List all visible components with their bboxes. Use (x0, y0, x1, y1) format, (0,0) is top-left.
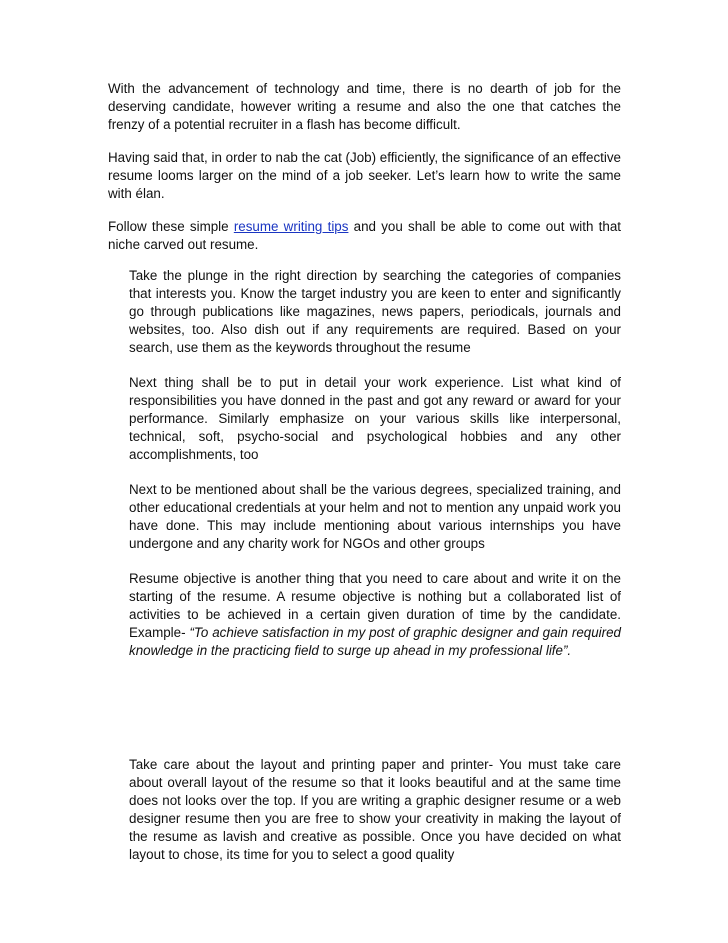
significance-paragraph: Having said that, in order to nab the cat (Job) efficiently, the significance of an effective resume looms larger on the mind of a job seeker. Let’s learn how to write the same with élan. (108, 150, 621, 201)
tips-intro-paragraph (108, 218, 621, 254)
tips-intro-text-after: and you shall be able to come out with that niche carved out resume. (108, 219, 621, 252)
tips-intro-text-before: Follow these simple (108, 219, 234, 234)
tip-education: Next to be mentioned about shall be the various degrees, specialized training, and other educational credentials at your helm and not to mention any unpaid work you have done. This may include mentioning about various internships you have undergone and any charity work for NGOs and other groups (129, 482, 621, 551)
document-page (108, 80, 621, 881)
tip-work-experience: Next thing shall be to put in detail your work experience. List what kind of responsibilities you have donned in the past and got any reward or award for your performance. Similarly emphasize on your various skills like interpersonal, technical, soft, psycho-social and psychological hobbies and any other accomplishments, too (129, 375, 621, 462)
objective-example-quote: “To achieve satisfaction in my post of graphic designer and gain required knowledge in the practicing field to surge up ahead in my professional life”. (129, 625, 621, 658)
resume-writing-tips-link[interactable]: resume writing tips (233, 219, 349, 234)
intro-paragraph: With the advancement of technology and time, there is no dearth of job for the deserving candidate, however writing a resume and also the one that catches the frenzy of a potential recruiter in a flash has become difficult. (108, 81, 621, 132)
tip-resume-objective-text: Resume objective is another thing that you need to care about and write it on the starting of the resume. A resume objective is nothing but a collaborated list of activities to be achieved in a certain given duration of time by the candidate. Example- (129, 571, 621, 640)
tip-layout-printing: Take care about the layout and printing paper and printer- You must take care about overall layout of the resume so that it looks beautiful and at the same time does not looks over the top. If you are writing a graphic designer resume or a web designer resume then you are free to show your creativity in making the layout of the resume as lavish and creative as possible. Once you have decided on what layout to chose, its time for you to select a good quality (129, 757, 621, 862)
tip-resume-objective (129, 570, 621, 660)
tip-research-industry: Take the plunge in the right direction by searching the categories of companies that interests you. Know the target industry you are keen to enter and significantly go through publications like magazines, news papers, periodicals, journals and websites, too. Also dish out if any requirements are required. Based on your search, use them as the keywords throughout the resume (129, 268, 621, 355)
blank-space (108, 660, 621, 756)
